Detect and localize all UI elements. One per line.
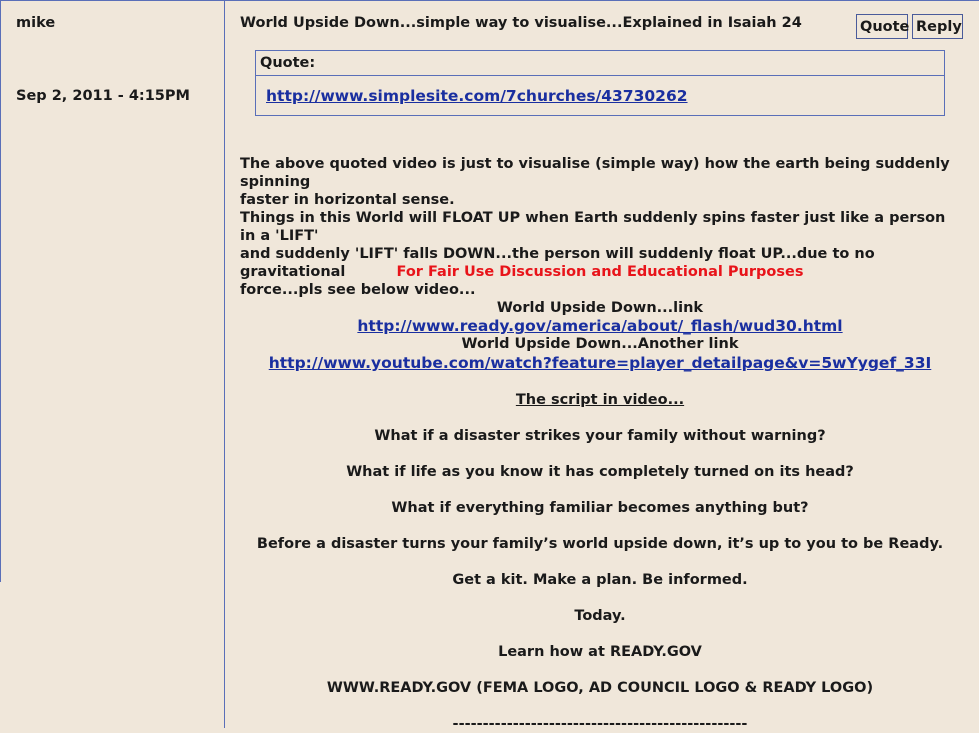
post-left-border	[0, 0, 1, 582]
script-line: Learn how at READY.GOV	[498, 644, 702, 660]
script-line: WWW.READY.GOV (FEMA LOGO, AD COUNCIL LOGO & READY LOGO)	[326, 680, 874, 696]
script-line: What if a disaster strikes your family without warning?	[374, 428, 826, 444]
quote-block	[255, 50, 945, 116]
reply-button[interactable]: Reply	[912, 14, 963, 39]
fair-use-notice: For Fair Use Discussion and Educational Purposes	[396, 264, 804, 280]
intro-line: The above quoted video is just to visualise (simple way) how the earth being suddenly spinning	[240, 156, 950, 190]
script-heading: The script in video...	[515, 392, 685, 408]
post-body	[240, 155, 960, 732]
script-line: Get a kit. Make a plan. Be informed.	[452, 572, 748, 588]
quoted-link[interactable]: http://www.simplesite.com/7churches/43730262	[266, 87, 688, 105]
quote-header	[256, 51, 944, 76]
intro-line: force...pls see below video...	[240, 282, 476, 298]
intro-line: faster in horizontal sense.	[240, 192, 455, 208]
post-subject: World Upside Down...simple way to visualise...Explained in Isaiah 24	[240, 15, 802, 31]
quote-button[interactable]: Quote	[856, 14, 908, 39]
post-author[interactable]: mike	[16, 15, 56, 31]
script-line: Before a disaster turns your family’s world upside down, it’s up to you to be Ready.	[256, 536, 944, 552]
ready-gov-link[interactable]: http://www.ready.gov/america/about/_flash/wud30.html	[357, 317, 843, 335]
intro-line: Things in this World will FLOAT UP when Earth suddenly spins faster just like a person in a 'LIFT'	[240, 210, 946, 244]
link1-label: World Upside Down...link	[496, 300, 704, 316]
post-date: Sep 2, 2011 - 4:15PM	[16, 88, 190, 104]
post-top-border	[0, 0, 979, 1]
youtube-link[interactable]: http://www.youtube.com/watch?feature=player_detailpage&v=5wYygef_33I	[268, 354, 932, 372]
script-line: What if everything familiar becomes anything but?	[391, 500, 809, 516]
separator-line: -------------------------------------------------	[452, 716, 748, 732]
quote-heading: Quote:	[260, 55, 316, 71]
link2-label: World Upside Down...Another link	[461, 336, 739, 352]
script-line: Today.	[574, 608, 626, 624]
script-line: What if life as you know it has completely turned on its head?	[346, 464, 854, 480]
intro-line: and suddenly 'LIFT' falls DOWN...the person will suddenly float UP...due to no gravitational	[240, 246, 875, 280]
post-column-divider	[224, 0, 225, 728]
